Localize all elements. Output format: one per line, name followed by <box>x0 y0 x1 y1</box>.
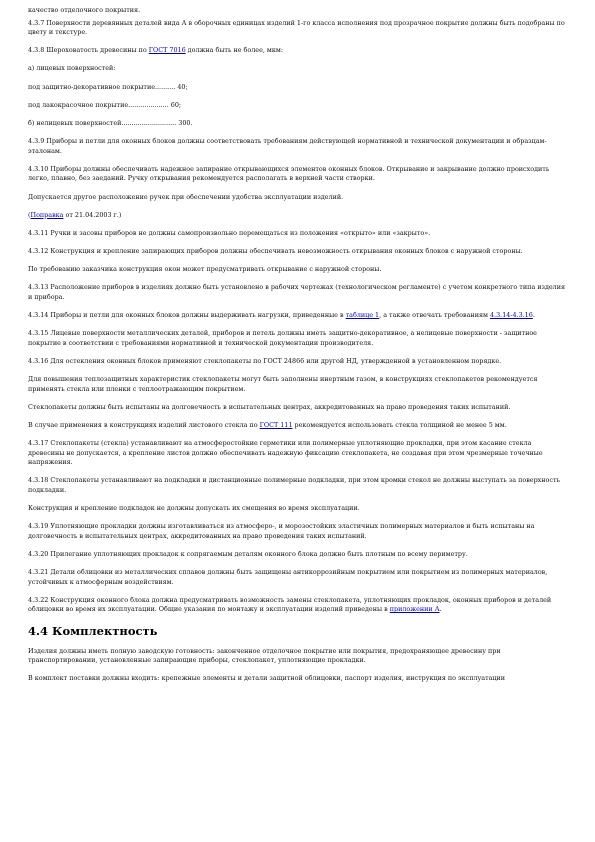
clause-4-3-13: 4.3.13 Расположение приборов в изделиях должно быть установлено в рабочих чертежах (технологическом регламенте) с учетом конкретного типа изделия и прибора. <box>28 283 566 301</box>
amendment-date: от 21.04.2003 г.) <box>63 210 122 219</box>
clause-4-3-17: 4.3.17 Стеклопакеты (стекла) устанавливают на атмосферостойкие герметики или полимерные уплотняющие прокладки, при этом касание стекла древесины не допускается, а крепление листов должно обеспечивать надежную фиксацию стеклопакета, не создавая при этом чрезмерные точечные напряжения. <box>28 439 543 467</box>
clause-4-3-16-glass <box>28 421 568 431</box>
clause-4-3-15: 4.3.15 Лицевые поверхности металлических деталей, приборов и петель должны иметь защитно-декоративное, а нелицевые поверхности - защитное покрытие в соответствии с требованиями нормативной и технической документации производителя. <box>28 329 537 347</box>
clause-4-3-14-tail: . <box>532 311 535 320</box>
clause-4-3-14 <box>28 311 568 321</box>
appendix-a-link[interactable]: приложении А <box>389 605 440 614</box>
document-page <box>28 6 568 692</box>
clause-4-3-16-glass-text: В случае применения в конструкциях изделий листового стекла по <box>28 421 260 430</box>
clause-4-3-8-text: 4.3.8 Шероховатость древесины по <box>28 46 149 55</box>
clause-4-3-7: 4.3.7 Поверхности деревянных деталей вида А в оборочных единицах изделий 1-го класса исполнения под прозрачное покрытие должны быть подобраны по цвету и текстуре. <box>28 18 565 36</box>
gost-111-link[interactable]: ГОСТ 111 <box>259 421 293 430</box>
list-item-a2: под лакокрасочное покрытие.................... 60; <box>28 100 182 109</box>
clause-4-3-18-note: Конструкция и крепление подкладок не должны допускать их смещения во время эксплуатации. <box>28 504 360 513</box>
clause-4-3-22 <box>28 596 568 615</box>
amendment-link[interactable]: Поправка <box>30 210 64 219</box>
completeness-paragraph: Изделия должны иметь полную заводскую готовность: законченное отделочное покрытие или покрытия, предохраняющее древесину при транспортировании, установленные запирающие приборы, стеклопакет, уплотняющие прокладки. <box>28 646 501 665</box>
clause-4-3-18: 4.3.18 Стеклопакеты устанавливают на подкладки и дистанционные полимерные подкладки, при этом кромки стекол не должны выступать за поверхность подкладки. <box>28 476 560 494</box>
section-heading: 4.4 Комплектность <box>28 623 158 638</box>
clause-4-3-11: 4.3.11 Ручки и засовы приборов не должны самопроизвольно перемещаться из положения «открыто» или «закрыто». <box>28 228 431 237</box>
clause-4-3-8 <box>28 46 568 56</box>
clause-4-3-16-gas: Для повышения теплозащитных характеристик стеклопакеты могут быть заполнены инертным газом, в конструкциях стеклопакетов рекомендуется применять стекла или пленки с теплоотражающим покрытием. <box>28 375 538 393</box>
clause-4-3-14-text: 4.3.14 Приборы и петли для оконных блоков должны выдерживать нагрузки, приведенные в <box>28 311 346 320</box>
list-item-a: а) лицевых поверхностей: <box>28 64 116 73</box>
clause-4-3-22-tail: . <box>439 605 442 614</box>
amendment-note <box>28 211 568 221</box>
clauses-range-link[interactable]: 4.3.14-4.3.16 <box>490 311 533 320</box>
clause-4-3-9: 4.3.9 Приборы и петли для оконных блоков должны соответствовать требованиям действующей нормативной и технической документации и образцам-эталонам. <box>28 137 547 155</box>
amendment-open: ( <box>28 210 31 219</box>
clause-4-3-12-note: По требованию заказчика конструкция окон может предусматривать открывание с наружной стороны. <box>28 265 382 274</box>
clause-4-3-16: 4.3.16 Для остекления оконных блоков применяют стеклопакеты по ГОСТ 24866 или другой НД, утвержденной в установленном порядке. <box>28 357 502 365</box>
delivery-paragraph: В комплект поставки должны входить: крепежные элементы и детали защитной облицовки, паспорт изделия, инструкция по эксплуатации <box>28 674 506 683</box>
clause-4-3-10-note: Допускается другое расположение ручек при обеспечении удобства эксплуатации изделий. <box>28 192 344 201</box>
list-item-b: б) нелицевых поверхностей........................... 300. <box>28 118 193 127</box>
clause-4-3-14-mid: , а также отвечать требованиям <box>379 311 490 320</box>
clause-4-3-16-glass-tail: рекомендуется использовать стекла толщиной не менее 5 мм. <box>292 421 507 430</box>
clause-4-3-10: 4.3.10 Приборы должны обеспечивать надежное запирание открывающихся элементов оконных блоков. Открывание и закрывание должно происходить легко, плавно, без заеданий. Ручку открывания рекомендуется располагать в верхней части створки. <box>28 164 550 183</box>
table-1-link[interactable]: таблице 1 <box>345 311 380 320</box>
clause-4-3-16-testing: Стеклопакеты должны быть испытаны на долговечность в испытательных центрах, аккредитованных на право проведения таких испытаний. <box>28 402 511 411</box>
clause-4-3-12: 4.3.12 Конструкция и крепление запирающих приборов должны обеспечивать невозможность открывания оконных блоков с наружной стороны. <box>28 247 523 256</box>
gost-7016-link[interactable]: ГОСТ 7016 <box>148 46 186 55</box>
clause-4-3-21: 4.3.21 Детали облицовки из металлических сплавов должны быть защищены антикоррозийным покрытием или покрытием из полимерных материалов, устойчивых к атмосферным воздействиям. <box>28 568 548 586</box>
list-item-a1: под защитно-декоративное покрытие.......... 40; <box>28 82 188 91</box>
clause-4-3-22-text: 4.3.22 Конструкция оконного блока должна предусматривать возможность замены стеклопакета, уплотняющих прокладок, оконных приборов и деталей облицовки во время их эксплуатации. Общие указания по монтажу и эксплуатации изделий приведены в <box>28 595 552 614</box>
clause-4-3-20: 4.3.20 Прилегание уплотняющих прокладок к сопрягаемым деталям оконного блока должно быть плотным по всему периметру. <box>28 550 468 558</box>
clause-4-3-8-tail: должна быть не более, мкм: <box>185 46 284 55</box>
paragraph-quality: качество отделочного покрытия. <box>28 6 141 14</box>
clause-4-3-19: 4.3.19 Уплотняющие прокладки должны изготавливаться из атмосферо-, и морозостойких эластичных полимерных материалов и быть испытаны на долговечность в испытательных центрах, аккредитованных на право проведения таких испытаний. <box>28 522 535 540</box>
